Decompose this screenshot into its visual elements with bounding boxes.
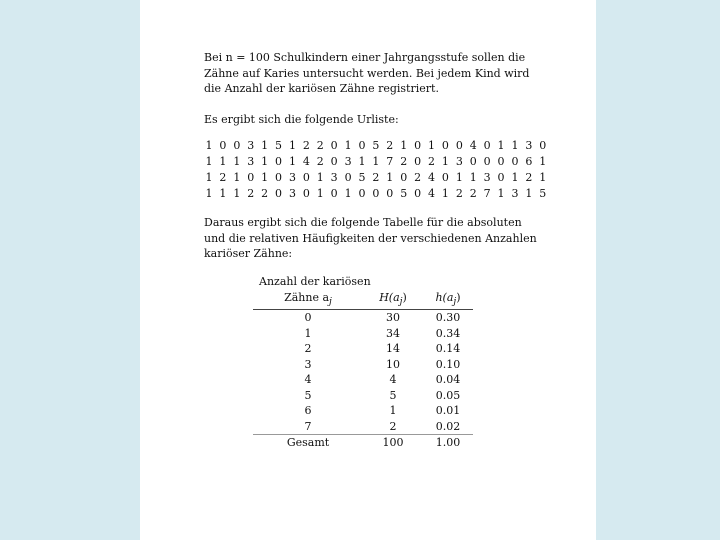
relative-frequency: 0.34	[435, 326, 461, 340]
urliste-value: 0	[497, 155, 505, 168]
urliste-value: 0	[330, 155, 338, 168]
urliste-row	[204, 138, 548, 154]
urliste-value: 7	[483, 187, 491, 200]
header-rel-text: h(a	[435, 290, 454, 304]
total-absolute: 100	[363, 435, 423, 451]
table-row	[253, 310, 473, 326]
urliste-value: 1	[288, 139, 296, 152]
urliste-row	[204, 154, 548, 170]
urliste-value: 1	[511, 139, 519, 152]
intro-line: Bei n = 100 Schulkindern einer Jahrgangsstufe sollen die	[204, 51, 526, 64]
urliste-value: 2	[261, 187, 269, 200]
absolute-frequency: 10	[386, 357, 400, 371]
table-row	[253, 388, 473, 404]
urliste-value: 0	[358, 139, 366, 152]
urliste-value: 1	[344, 187, 352, 200]
urliste-value: 1	[428, 139, 435, 152]
urliste-value: 1	[497, 187, 505, 200]
urliste-value: 2	[455, 187, 463, 200]
urliste-value: 0	[302, 187, 310, 200]
urliste-value: 1	[539, 171, 547, 184]
urliste-value: 2	[219, 171, 227, 184]
urliste-value: 1	[469, 171, 477, 184]
urliste-value: 3	[455, 155, 463, 168]
absolute-frequency: 4	[389, 373, 397, 387]
table-row	[253, 403, 473, 419]
urliste-value: 2	[469, 187, 477, 200]
table-total-row	[253, 435, 473, 451]
urliste-value: 1	[400, 139, 408, 152]
intro-line: Zähne auf Karies untersucht werden. Bei jedem Kind wird	[204, 66, 530, 80]
relative-frequency: 0.14	[435, 342, 461, 356]
urliste-value: 5	[358, 171, 366, 184]
urliste-label: Es ergibt sich die folgende Urliste:	[204, 113, 399, 126]
urliste-value: 0	[344, 171, 352, 184]
header-rel-close: )	[456, 290, 461, 304]
urliste-value: 1	[497, 139, 505, 152]
urliste-value: 0	[247, 171, 255, 184]
urliste-value: 2	[302, 139, 310, 152]
urliste-value: 2	[386, 139, 394, 152]
urliste-value: 3	[288, 187, 296, 200]
urliste-value: 0	[386, 187, 394, 200]
urliste-value: 1	[288, 155, 296, 168]
teeth-count: 3	[304, 357, 312, 371]
relative-frequency: 0.02	[435, 419, 461, 433]
intro-paragraph	[204, 50, 534, 97]
urliste-value: 2	[372, 171, 380, 184]
summary-line: Daraus ergibt sich die folgende Tabelle für die absoluten	[204, 216, 522, 229]
table-header-relative	[423, 290, 473, 310]
urliste-value: 1	[455, 171, 463, 184]
table-row	[253, 372, 473, 388]
urliste-value: 5	[539, 187, 547, 200]
teeth-count: 7	[304, 419, 312, 433]
urliste-value: 0	[414, 187, 422, 200]
urliste-row	[204, 186, 548, 202]
urliste-value: 2	[247, 187, 255, 200]
table-row	[253, 357, 473, 373]
summary-paragraph	[204, 215, 537, 262]
urliste-value: 0	[372, 187, 380, 200]
urliste-value: 1	[539, 155, 547, 168]
urliste-value: 0	[233, 139, 241, 152]
urliste-value: 6	[525, 155, 533, 168]
urliste-value: 1	[233, 187, 241, 200]
urliste-value: 0	[497, 171, 505, 184]
urliste-value: 1	[316, 187, 324, 200]
absolute-frequency: 14	[386, 342, 400, 356]
absolute-frequency: 1	[389, 404, 397, 418]
urliste-value: 3	[525, 139, 533, 152]
table-header-caption: Anzahl der kariösen	[259, 275, 371, 288]
urliste-value: 0	[441, 139, 449, 152]
urliste-value: 1	[261, 171, 269, 184]
urliste-value: 4	[428, 171, 435, 184]
urliste-value: 1	[344, 139, 352, 152]
urliste-value: 0	[414, 139, 422, 152]
urliste-value: 0	[539, 139, 547, 152]
urliste-value: 1	[219, 155, 227, 168]
urliste-value: 1	[441, 187, 449, 200]
urliste-value: 3	[483, 171, 491, 184]
summary-line: kariöser Zähne:	[204, 247, 293, 260]
teeth-count: 0	[304, 311, 312, 325]
urliste-value: 1	[219, 187, 227, 200]
urliste-value: 4	[469, 139, 477, 152]
urliste-value: 3	[247, 155, 255, 168]
header-teeth-text: Zähne a	[284, 290, 330, 304]
urliste-value: 1	[261, 155, 269, 168]
urliste-value: 0	[275, 155, 283, 168]
urliste-value: 1	[525, 187, 533, 200]
absolute-frequency: 5	[389, 388, 397, 402]
urliste-value: 3	[344, 155, 352, 168]
urliste-value: 0	[302, 171, 310, 184]
urliste-value: 4	[428, 187, 435, 200]
relative-frequency: 0.04	[435, 373, 461, 387]
urliste-value: 0	[455, 139, 463, 152]
table-row	[253, 326, 473, 342]
relative-frequency: 0.30	[435, 311, 461, 325]
total-label: Gesamt	[253, 435, 363, 451]
teeth-count: 5	[304, 388, 312, 402]
header-teeth-sub: j	[329, 295, 332, 307]
urliste-value: 2	[428, 155, 435, 168]
header-abs-close: )	[402, 290, 407, 304]
teeth-count: 4	[304, 373, 312, 387]
urliste-value: 5	[372, 139, 380, 152]
urliste-value: 2	[414, 171, 422, 184]
urliste-value: 1	[316, 171, 324, 184]
urliste-value: 0	[511, 155, 519, 168]
urliste-value: 1	[441, 155, 449, 168]
frequency-table	[253, 274, 473, 451]
urliste-raw-data	[204, 138, 548, 202]
urliste-row	[204, 170, 548, 186]
urliste-value: 0	[414, 155, 422, 168]
header-abs-sub: j	[399, 295, 403, 307]
urliste-value: 0	[469, 155, 477, 168]
urliste-value: 3	[511, 187, 519, 200]
urliste-value: 2	[400, 155, 408, 168]
urliste-value: 1	[261, 139, 269, 152]
urliste-value: 0	[358, 187, 366, 200]
relative-frequency: 0.01	[435, 404, 461, 418]
teeth-count: 6	[304, 404, 312, 418]
table-row	[253, 341, 473, 357]
absolute-frequency: 34	[386, 326, 400, 340]
absolute-frequency: 2	[389, 419, 397, 433]
urliste-value: 3	[288, 171, 296, 184]
urliste-value: 0	[400, 171, 408, 184]
urliste-value: 0	[275, 171, 283, 184]
urliste-value: 0	[275, 187, 283, 200]
urliste-value: 1	[205, 187, 213, 200]
table-header-teeth	[253, 290, 363, 310]
urliste-value: 1	[205, 155, 213, 168]
urliste-value: 1	[233, 155, 241, 168]
urliste-value: 2	[316, 155, 324, 168]
urliste-value: 4	[302, 155, 310, 168]
header-abs-text: H(a	[379, 290, 400, 304]
header-rel-sub: j	[453, 295, 457, 307]
urliste-value: 1	[386, 171, 394, 184]
urliste-value: 3	[247, 139, 255, 152]
urliste-value: 1	[233, 171, 241, 184]
urliste-value: 5	[400, 187, 408, 200]
total-relative: 1.00	[423, 435, 473, 451]
urliste-value: 1	[511, 171, 519, 184]
relative-frequency: 0.10	[435, 357, 461, 371]
urliste-value: 1	[372, 155, 380, 168]
urliste-value: 2	[525, 171, 533, 184]
urliste-value: 0	[219, 139, 227, 152]
absolute-frequency: 30	[386, 311, 400, 325]
urliste-value: 7	[386, 155, 394, 168]
document-page	[140, 0, 596, 540]
summary-line: und die relativen Häufigkeiten der verschiedenen Anzahlen	[204, 231, 537, 245]
table-header-absolute	[363, 290, 423, 310]
urliste-value: 1	[205, 171, 213, 184]
urliste-value: 0	[483, 155, 491, 168]
relative-frequency: 0.05	[435, 388, 461, 402]
urliste-value: 5	[275, 139, 283, 152]
urliste-value: 2	[316, 139, 324, 152]
urliste-value: 0	[330, 187, 338, 200]
intro-line: die Anzahl der kariösen Zähne registriert.	[204, 82, 439, 95]
urliste-value: 0	[483, 139, 491, 152]
urliste-value: 1	[358, 155, 366, 168]
urliste-value: 1	[205, 139, 213, 152]
table-row	[253, 419, 473, 435]
teeth-count: 1	[304, 326, 312, 340]
teeth-count: 2	[304, 342, 312, 356]
frequency-table-body	[253, 310, 473, 435]
urliste-value: 0	[330, 139, 338, 152]
urliste-value: 3	[330, 171, 338, 184]
urliste-value: 0	[441, 171, 449, 184]
